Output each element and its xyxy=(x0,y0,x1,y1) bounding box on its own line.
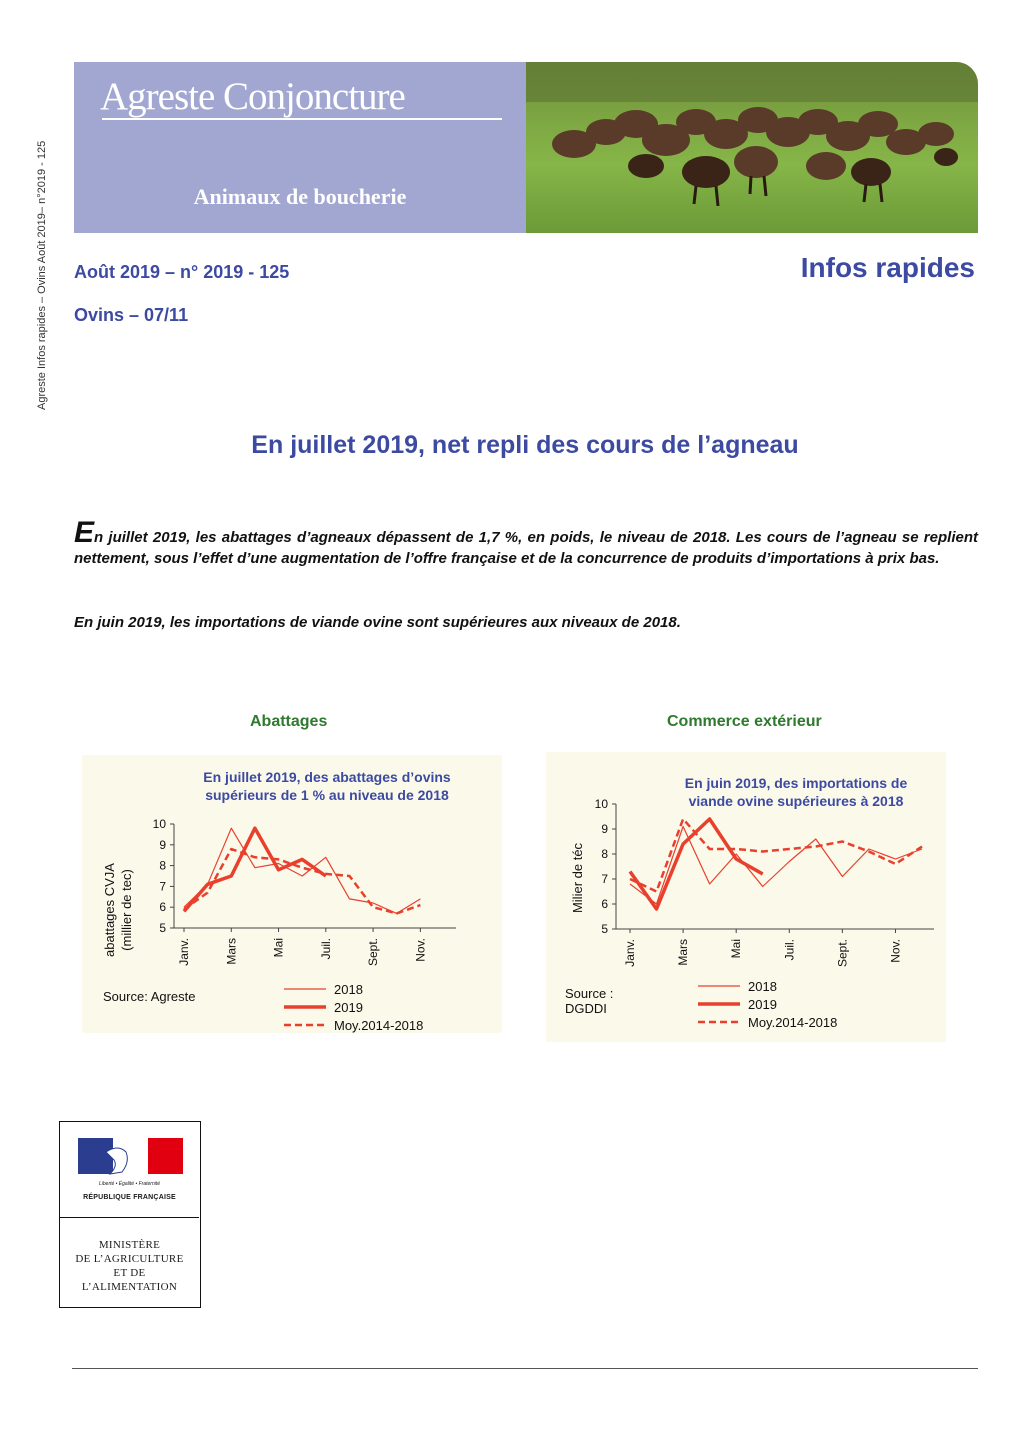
chart-abattages xyxy=(82,755,502,1033)
chart-commerce xyxy=(546,752,946,1042)
y-tick-label: 9 xyxy=(159,837,166,852)
x-tick-label: Mai xyxy=(729,939,744,959)
brand-underline xyxy=(102,118,502,120)
drop-cap: E xyxy=(74,516,95,549)
logo-ministry xyxy=(60,1238,199,1294)
x-tick-label: Mars xyxy=(676,939,691,966)
x-tick-label: Janv. xyxy=(623,939,637,967)
logo-divider xyxy=(60,1217,199,1218)
x-tick-label: Juil. xyxy=(782,939,797,961)
chart-title-line1: En juillet 2019, des abattages d’ovins xyxy=(203,769,451,785)
logo-motto: Liberté • Égalité • Fraternité xyxy=(98,1181,161,1187)
issue-number: Août 2019 – n° 2019 - 125 xyxy=(74,262,290,282)
series-line-2018 xyxy=(184,828,420,913)
y-tick-label: 10 xyxy=(594,797,608,811)
y-axis-label-line1: abattages CVJA xyxy=(102,863,117,957)
x-tick-label: Sept. xyxy=(835,939,850,968)
x-tick-label: Juil. xyxy=(318,938,333,960)
lead-text: n juillet 2019, les abattages d’agneaux dépassent de 1,7 %, en poids, le niveau de 2018. Les cours de l’agneau se replient nettement, sous l’effet d’une augmentation de l’offre française et de la concurrence de produits d’importations à prix bas. xyxy=(74,529,978,567)
ministry-line2: DE L’AGRICULTURE xyxy=(75,1253,184,1265)
brand-logo: Agreste Conjoncture xyxy=(100,75,405,118)
y-tick-label: 9 xyxy=(601,822,608,836)
x-tick-label: Nov. xyxy=(413,938,428,962)
publication-type: Infos rapides xyxy=(800,252,975,283)
legend-label: 2018 xyxy=(748,979,777,994)
x-tick-label: Nov. xyxy=(888,939,903,963)
lead-paragraph-2: En juin 2019, les importations de viande ovine sont supérieures aux niveaux de 2018. xyxy=(74,614,681,631)
section-title-abattages: Abattages xyxy=(250,713,328,730)
chart-source-line1: Source : xyxy=(565,986,614,1001)
banner-title-panel xyxy=(74,62,526,233)
page-title: En juillet 2019, net repli des cours de l’agneau xyxy=(251,431,799,459)
x-tick-label: Janv. xyxy=(177,938,191,966)
chart-source-line2: DGDDI xyxy=(565,1001,607,1016)
y-axis-label xyxy=(102,863,134,957)
chart-title-line1: En juin 2019, des importations de xyxy=(684,775,908,791)
series-line-2019 xyxy=(184,828,326,911)
marianne-flag-icon xyxy=(60,1122,199,1182)
section-title-commerce: Commerce extérieur xyxy=(667,713,822,730)
chart-title-line2: supérieurs de 1 % au niveau de 2018 xyxy=(205,787,449,803)
ministry-line4: L’ALIMENTATION xyxy=(81,1281,178,1293)
y-tick-label: 6 xyxy=(159,900,166,915)
banner-subtitle: Animaux de boucherie xyxy=(193,184,407,209)
side-reference: Agreste Infos rapides – Ovins Août 2019– n°2019 - 125 xyxy=(36,140,48,410)
x-tick-label: Sept. xyxy=(366,938,381,967)
y-tick-label: 8 xyxy=(159,858,166,873)
x-tick-label: Mai xyxy=(271,938,286,958)
legend-label: Moy.2014-2018 xyxy=(334,1018,424,1033)
y-tick-label: 10 xyxy=(152,817,166,831)
legend-label: 2018 xyxy=(334,982,363,997)
y-tick-label: 7 xyxy=(159,879,166,894)
chart-source: Source: Agreste xyxy=(103,989,196,1004)
legend-label: Moy.2014-2018 xyxy=(748,1015,838,1030)
y-tick-label: 7 xyxy=(601,872,608,886)
y-axis-label-line2: (millier de tec) xyxy=(119,869,134,951)
ministry-line3: ET DE xyxy=(113,1267,146,1279)
lead-paragraph xyxy=(74,516,978,569)
ministry-line1: MINISTÈRE xyxy=(98,1239,161,1251)
footer-divider xyxy=(72,1368,978,1369)
y-tick-label: 6 xyxy=(601,897,608,911)
logo-republic: RÉPUBLIQUE FRANÇAISE xyxy=(83,1194,176,1201)
sheep-photo xyxy=(526,62,978,233)
x-tick-label: Mars xyxy=(224,938,239,965)
y-tick-label: 8 xyxy=(601,847,608,861)
legend-label: 2019 xyxy=(748,997,777,1012)
y-tick-label: 5 xyxy=(601,922,608,936)
series-label: Ovins – 07/11 xyxy=(74,305,189,325)
header-banner xyxy=(74,62,978,233)
chart-title-line2: viande ovine supérieures à 2018 xyxy=(688,793,904,809)
legend-label: 2019 xyxy=(334,1000,363,1015)
ministry-logo xyxy=(59,1121,201,1308)
y-tick-label: 5 xyxy=(159,921,166,935)
chart-source xyxy=(565,986,613,1016)
y-axis-label: Milier de téc xyxy=(570,842,585,914)
